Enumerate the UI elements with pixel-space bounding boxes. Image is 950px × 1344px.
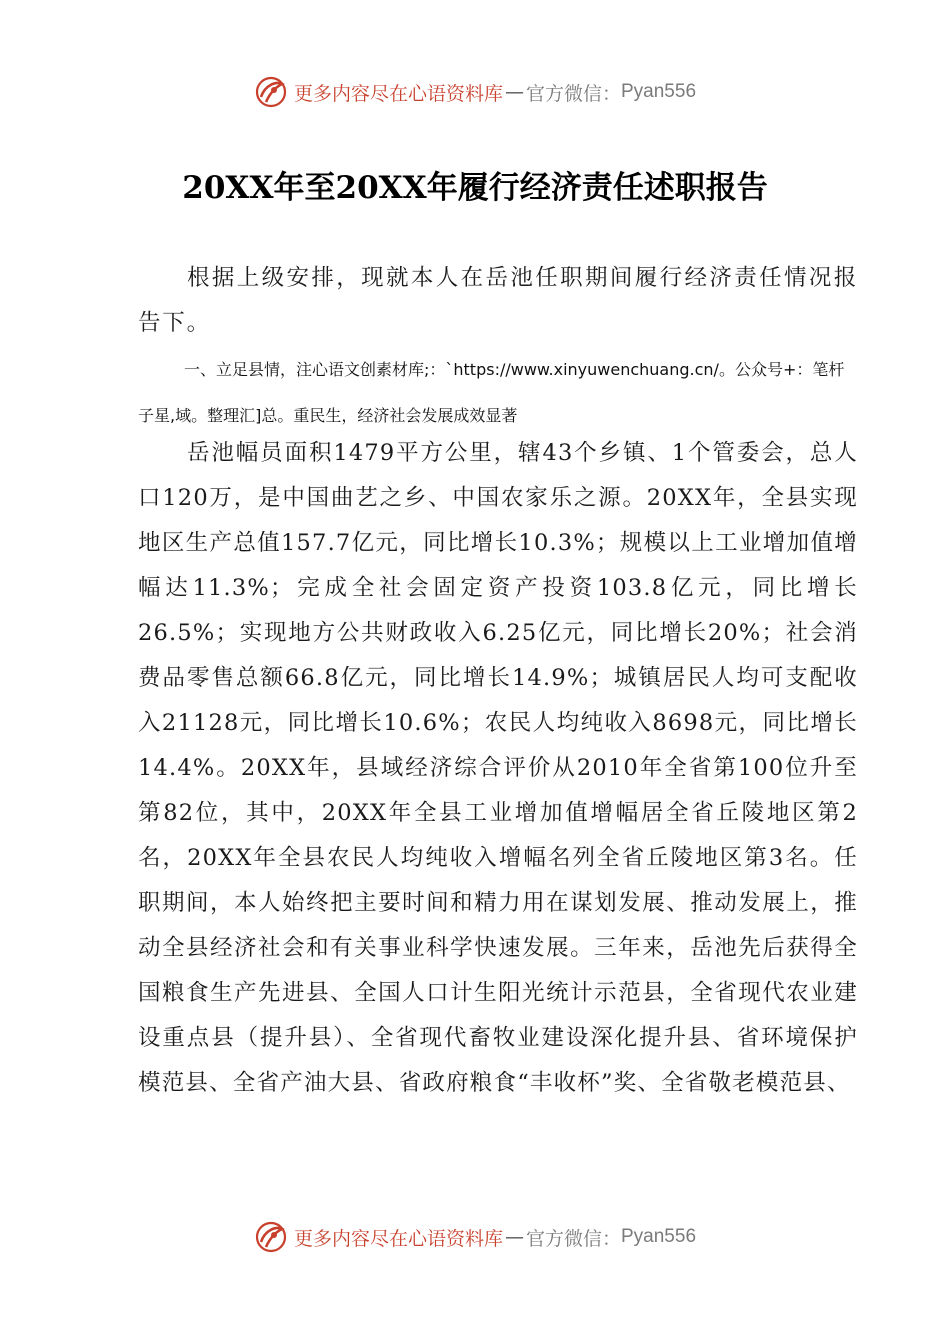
header-banner [0,72,950,112]
banner-wechat-id: Pyan556 [621,81,697,102]
banner-text: 更多内容尽在心语资料库 [293,1227,503,1250]
banner-wechat-label: 官方微信： [525,82,621,105]
banner-wechat-label: 官方微信： [525,1227,621,1250]
brand-logo-icon [254,75,288,109]
document-title: 20XX年至20XX年履行经济责任述职报告 [182,170,768,206]
banner-wechat-id: Pyan556 [621,1226,697,1247]
banner-separator: — [504,81,524,103]
body-paragraph: 岳池幅员面积1479平方公里，辖43个乡镇、1个管委会，总人口120万，是中国曲艺之乡、中国农家乐之源。20XX年，全县实现地区生产总值157.7亿元，同比增长10.3%；规模以上工业增加值增幅达11.3%；完成全社会固定资产投资103.8亿元，同比增长26.5%；实现地方公共财政收入6.25亿元，同比增长20%；社会消费品零售总额66.8亿元，同比增长14.9%；城镇居民人均可支配收入21128元，同比增长10.6%；农民人均纯收入8698元，同比增长14.4%。20XX年，县域经济综合评价从2010年全省第100位升至第82位，其中，20XX年全县工业增加值增幅居全省丘陵地区第2名，20XX年全县农民人均纯收入增幅名列全省丘陵地区第3名。任职期间，本人始终把主要时间和精力用在谋划发展、推动发展上，推动全县经济社会和有关事业科学快速发展。三年来，岳池先后获得全国粮食生产先进县、全国人口计生阳光统计示范县，全省现代农业建设重点县（提升县）、全省现代畜牧业建设深化提升县、省环境保护模范县、全省产油大县、省政府粮食“丰收杯”奖、全省敬老模范县、 [138,440,858,1096]
intro-paragraph: 根据上级安排，现就本人在岳池任职期间履行经济责任情况报告下。 [138,265,858,336]
section-heading: 一、立足县情，注心语文创素材库;：`https://www.xinyuwenchuang.cn/。公众号+：笔杆子星,域。整理汇]总。重民生，经济社会发展成效显著 [138,360,845,425]
banner-text: 更多内容尽在心语资料库 [293,82,503,105]
brand-logo-icon [254,1220,288,1254]
banner-separator: — [504,1226,524,1248]
footer-banner [0,1217,950,1257]
